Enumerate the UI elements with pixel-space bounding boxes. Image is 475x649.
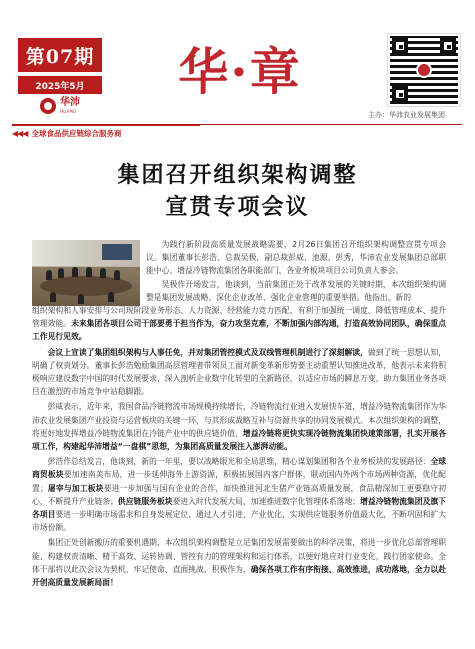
article-title <box>0 160 475 222</box>
issue-number: 第07期 <box>18 38 102 72</box>
qr-finder <box>392 38 408 54</box>
article-body <box>32 238 446 589</box>
paragraph-6: 集团正处创新搬历的重要机遇期，本次组织架构调整是立足集团发展需要做出的科学决策，将进一步优化总部管理职能、构建权责清晰、精干高效、运转协调、管控有力的管理架构和运行体系，以便好地应对行业变化，践行团家使命。全体干部将以此次会议为契机，牢记使命、直面挑战、积极作为，确保各项工作有序衔接、高效推进，成功落地，全力以赴开创高质量发展新局面！ <box>32 538 447 588</box>
issue-date: 2025年5月 <box>18 76 102 94</box>
paragraph-2a: 吴极作开场发言，他谈到，当前集团正处于改革发展的关键时期，本次组织架构调整是集团发展战略、深化企业改革、强化企业管理的重要举措。他指出，新的 <box>146 279 446 302</box>
qr-center-logo <box>416 62 432 78</box>
section-tagline <box>12 128 121 139</box>
paragraph-1: 为践行新阶段高质量发展战略需要，2月26日集团召开组织架构调整宣贯专项会议。集团董事长彭浩、总裁吴极，副总裁彭威、池源、彭秀，华沛农业发展集团总部职能中心、增益冷链物流集团各职能部门、各业务板块项目公司负责人参会。 <box>146 240 446 276</box>
header-rule-thin <box>200 124 462 125</box>
double-arrow-icon: ◀◀◀ <box>12 129 28 138</box>
article-title-line1: 集团召开组织架构调整 <box>117 162 358 188</box>
company-logo <box>40 98 80 114</box>
logo-chinese: 华沛 <box>60 97 80 108</box>
sponsor-text: 主办：华沛农业发展集团 <box>368 111 445 119</box>
masthead-title: 华·章 <box>178 42 302 101</box>
paragraph-4: 彭威表示，近年来，我国食品冷链物流市场规模持续增长，冷链物流行业进入发展快车道，增益冷链物流集团作为华沛农业发展集团产业投资与运营板块的关键一环，与其形成战略互补与资源共享的协同发展模式。本次组织架构的调整，将更好地发挥增益冷链物流集团在冷链产业中的供应链价值，增益冷链将更快实现冷链物流集团快速策部署，扎实开展各项工作，构建起华沛增益“一盘棋”思想，为集团高质量发展注入澎湃动能。 <box>32 402 447 452</box>
qr-finder <box>440 38 456 54</box>
article-title-line2: 宣贯专项会议 <box>165 194 310 220</box>
qr-code-icon[interactable] <box>388 34 460 106</box>
huapei-logo-icon <box>40 98 56 114</box>
section-label: 全球食品供应链综合服务商 <box>31 129 122 138</box>
header-rule-thick <box>12 124 200 126</box>
qr-finder <box>392 86 408 102</box>
paragraph-5: 彭浩作总结发言，他谈到，新的一年里，要以战略眼光和全局思维，精心谋划集团和各个业务板块的发展路径：全球商贸板块要加速南美布局，进一步延伸海外上游资源，积极拓展国内客户群体，联动国内外两个市场两种资源，优化配置；屠宰与加工板块要进一步加强与国有企业的合作，加快推进河北生猪产业链高质量发展，食品精深加工更要稳守初心，不断提升产业链条；供应链服务板块要进入时代发展大局，加速推进数字化管理体系落地；增益冷链物流集团及旗下各项目要进一步明确市场需求和自身发展定位，通过人才引进、产业优化，实现供应链服务价值最大化，不断巩固和扩大市场份额。 <box>32 457 447 533</box>
paragraph-3: 会议上宣读了集团组织架构与人事任免，并对集团管控模式及双线管理机制进行了深刻解读，做到了统一思想认知，明确了权责划分。董事长彭浩勉励集团高层管理者带领员工面对新变革新形势要主动重塑认知推进改革，他表示未来将积极响应建设数字中国的时代发展要求，深入剖析企业数字化转型的全新路径，以适应市场的瞬息万变，助力集团业务各项目在激烈的市场竞争中站稳脚跟。 <box>32 347 446 397</box>
logo-english: HUAPEI <box>60 109 77 114</box>
paragraph-2b: 组织架构和人事安排与公司现阶段业务形态、人力资源、经营能力竞力匹配，有利于加强统一调度、降低管理成本、提升管理效能。未来集团各项目公司干部要勇于担当作为，奋力攻坚克难，不断加强内部沟通，打造高效协同团队，确保重点工作见行见效。 <box>32 306 446 342</box>
